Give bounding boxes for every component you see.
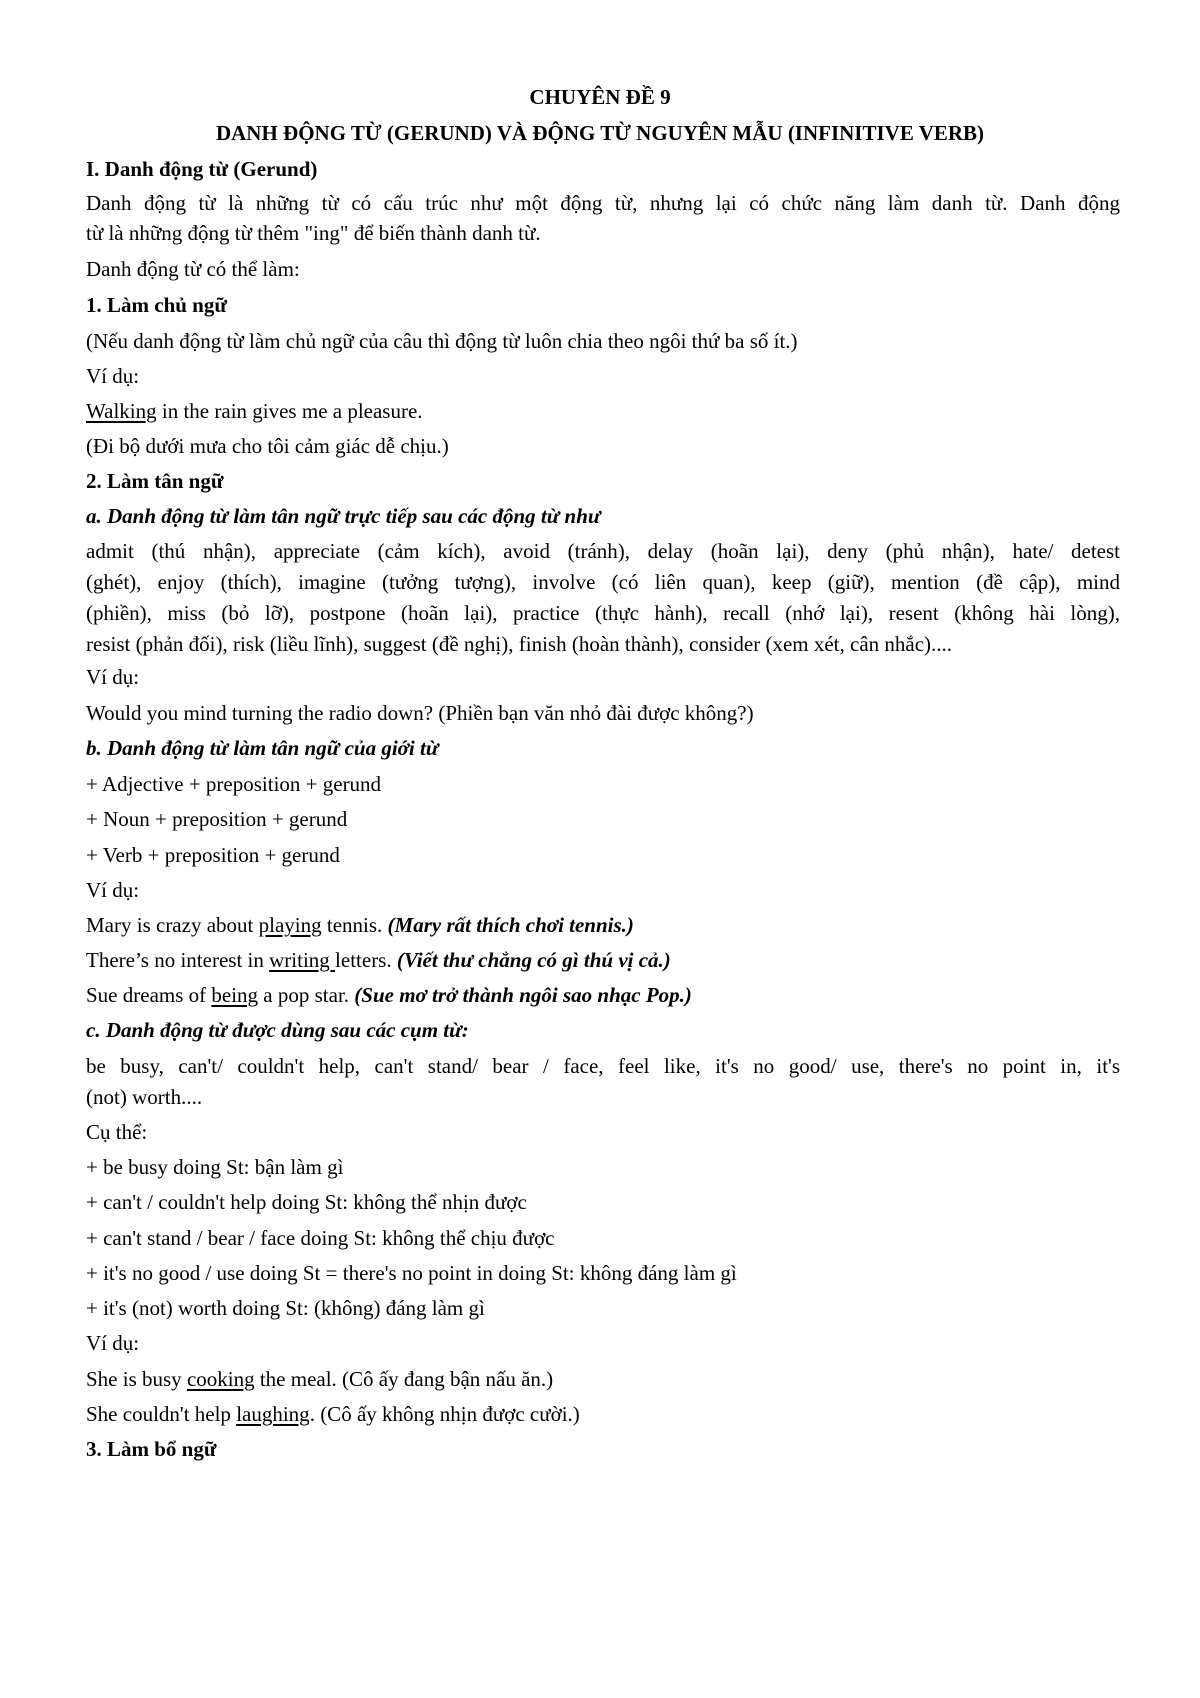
phrase-list-line: be busy, can't/ couldn't help, can't stand/ bear / face, feel like, it's no good/ use, there's no point in, it's (86, 1054, 1120, 1078)
gerund-word: writing (269, 948, 336, 972)
example-label: Ví dụ: (86, 665, 140, 689)
sentence-text: There’s no interest in (86, 948, 270, 972)
sentence-text: She couldn't help (86, 1402, 237, 1426)
example-sentence (86, 982, 692, 1008)
subheading-2c: c. Danh động từ được dùng sau các cụm từ: (86, 1018, 469, 1042)
intro-can: Danh động từ có thể làm: (86, 257, 300, 281)
sentence-text: in the rain gives me a pleasure. (156, 399, 423, 423)
example-sentence: Would you mind turning the radio down? (Phiền bạn văn nhỏ đài được không?) (86, 701, 754, 725)
gerund-word: laughing (236, 1402, 310, 1426)
subheading-1: 1. Làm chủ ngữ (86, 293, 227, 317)
example-sentence (86, 947, 671, 973)
sentence-text: She is busy (86, 1367, 187, 1391)
example-sentence (86, 1366, 553, 1392)
rule-item: + Noun + preposition + gerund (86, 807, 348, 831)
example-sentence (86, 398, 423, 424)
subheading-2b: b. Danh động từ làm tân ngữ của giới từ (86, 736, 439, 760)
example-label: Ví dụ: (86, 364, 140, 388)
subheading-2: 2. Làm tân ngữ (86, 469, 224, 493)
gerund-word: being (211, 983, 259, 1007)
rule-item: + Verb + preposition + gerund (86, 843, 340, 867)
rule-item: + can't / couldn't help doing St: không thể nhịn được (86, 1190, 527, 1214)
example-label: Ví dụ: (86, 878, 140, 902)
sentence-text: tennis. (321, 913, 388, 937)
gerund-word: Walking (86, 399, 157, 423)
sentence-text: letters. (335, 948, 397, 972)
rule-item: + be busy doing St: bận làm gì (86, 1155, 344, 1179)
section-heading: I. Danh động từ (Gerund) (86, 157, 318, 181)
intro-line-1: Danh động từ là những từ có cấu trúc như một động từ, nhưng lại có chức năng làm danh từ. Danh động (86, 191, 1120, 215)
subheading-2a: a. Danh động từ làm tân ngữ trực tiếp sau các động từ như (86, 504, 601, 528)
verb-list-line: (ghét), enjoy (thích), imagine (tưởng tượng), involve (có liên quan), keep (giữ), mention (đề cập), mind (86, 570, 1120, 594)
rule-item: + it's (not) worth doing St: (không) đáng làm gì (86, 1296, 485, 1320)
subheading-3: 3. Làm bổ ngữ (86, 1437, 217, 1461)
sentence-text: . (Cô ấy không nhịn được cười.) (309, 1402, 580, 1426)
doc-subtitle: DANH ĐỘNG TỪ (GERUND) VÀ ĐỘNG TỪ NGUYÊN MẪU (INFINITIVE VERB) (215, 121, 985, 145)
intro-line-2: từ là những động từ thêm "ing" để biến thành danh từ. (86, 221, 541, 245)
sentence-text: Sue dreams of (86, 983, 212, 1007)
sentence-text: a pop star. (258, 983, 355, 1007)
verb-list-line: (phiền), miss (bỏ lỡ), postpone (hoãn lại), practice (thực hành), recall (nhớ lại), resent (không hài lòng), (86, 601, 1120, 625)
sentence-text: the meal. (Cô ấy đang bận nấu ăn.) (254, 1367, 554, 1391)
rule-item: + it's no good / use doing St = there's no point in doing St: không đáng làm gì (86, 1261, 737, 1285)
gerund-word: cooking (186, 1367, 255, 1391)
example-label: Ví dụ: (86, 1331, 140, 1355)
translation: (Mary rất thích chơi tennis.) (387, 913, 634, 937)
rule-item: + Adjective + preposition + gerund (86, 772, 382, 796)
detail-label: Cụ thể: (86, 1120, 148, 1144)
rule-item: + can't stand / bear / face doing St: không thể chịu được (86, 1226, 555, 1250)
doc-title: CHUYÊN ĐỀ 9 (529, 85, 671, 109)
example-sentence (86, 1401, 580, 1427)
phrase-list-line: (not) worth.... (86, 1085, 203, 1109)
subject-note: (Nếu danh động từ làm chủ ngữ của câu thì động từ luôn chia theo ngôi thứ ba số ít.) (86, 329, 798, 353)
translation: (Sue mơ trở thành ngôi sao nhạc Pop.) (354, 983, 692, 1007)
verb-list-line: resist (phản đối), risk (liều lĩnh), suggest (đề nghị), finish (hoàn thành), consider (xem xét, cân nhắc).... (86, 632, 953, 656)
sentence-text: Mary is crazy about (86, 913, 259, 937)
gerund-word: playing (258, 913, 322, 937)
verb-list-line: admit (thú nhận), appreciate (cảm kích), avoid (tránh), delay (hoãn lại), deny (phủ nhận), hate/ detest (86, 539, 1120, 563)
example-translation: (Đi bộ dưới mưa cho tôi cảm giác dễ chịu.) (86, 434, 449, 458)
example-sentence (86, 912, 634, 938)
translation: (Viết thư chẳng có gì thú vị cả.) (396, 948, 671, 972)
